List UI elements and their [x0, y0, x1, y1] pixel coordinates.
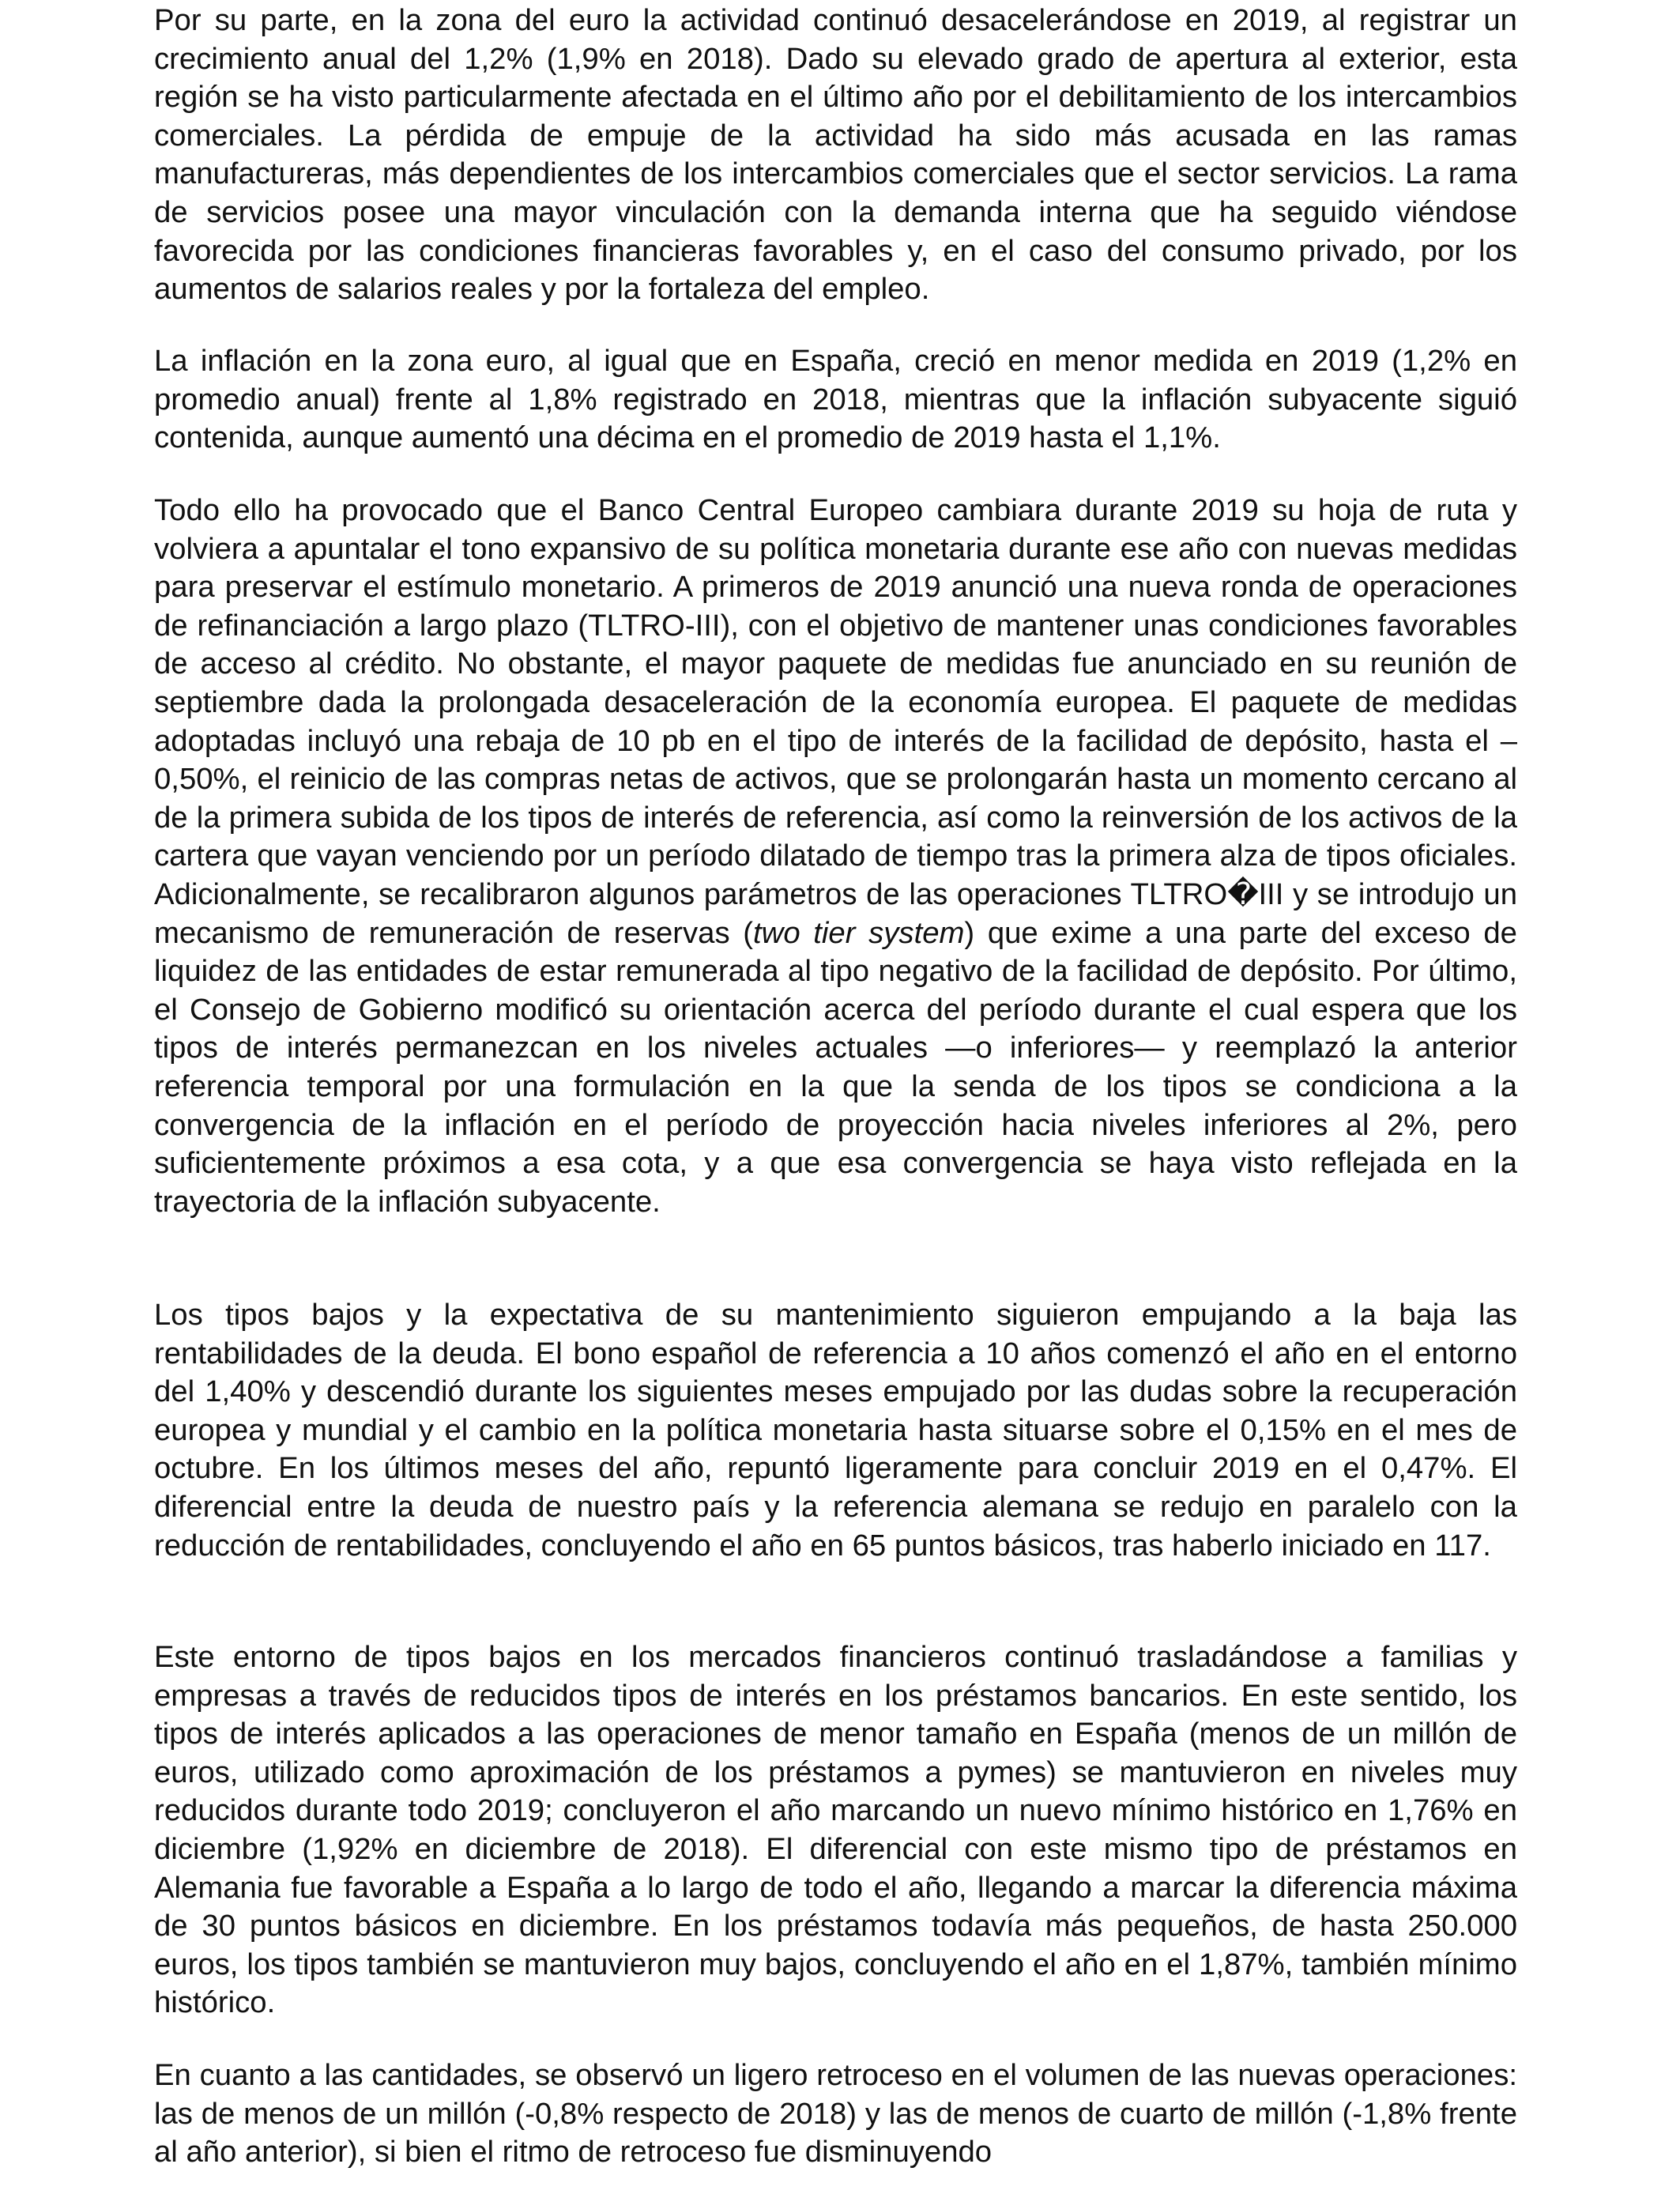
paragraph-ecb-text-before: Todo ello ha provocado que el Banco Central Europeo cambiara durante 2019 su hoja de ruta y volviera a apuntalar el tono expansivo de su política monetaria durante ese año con nuevas medidas para preservar el estímulo monetario. A primeros de 2019 anunció una nueva ronda de operaciones de refinanciación a largo plazo (TLTRO-III), con el objetivo de mantener unas condiciones favorables de acceso al crédito. No obstante, el mayor paquete de medidas fue anunciado en su reunión de septiembre dada la prolongada desaceleración de la economía europea. El paquete de medidas adoptadas incluyó una rebaja de 10 pb en el tipo de interés de la facilidad de depósito, hasta el –0,50%, el reinicio de las compras netas de activos, que se prolongarán hasta un momento cercano al de la primera subida de los tipos de interés de referencia, así como la reinversión de los activos de la cartera que vayan venciendo por un período dilatado de tiempo tras la primera alza de tipos oficiales. Adicionalmente, se recalibraron algunos parámetros de las operaciones TLTRO⁠�III y se introdujo un mecanismo de remuneración de reservas (	[154, 493, 1517, 950]
paragraph-loan-volumes: En cuanto a las cantidades, se observó un ligero retroceso en el volumen de las nuevas operaciones: las de menos de un millón (-0,8% respecto de 2018) y las de menos de cuarto de millón (-1,8% frente al año anterior), si bien el ritmo de retroceso fue disminuyendo	[154, 2058, 1517, 2169]
paragraph-ecb-italic	[753, 916, 964, 950]
paragraph-bank-loan-rates: Este entorno de tipos bajos en los mercados financieros continuó trasladándose a familias y empresas a través de reducidos tipos de interés en los préstamos bancarios. En este sentido, los tipos de interés aplicados a las operaciones de menor tamaño en España (menos de un millón de euros, utilizado como aproximación de los préstamos a pymes) se mantuvieron en niveles muy reducidos durante todo 2019; concluyeron el año marcando un nuevo mínimo histórico en 1,76% en diciembre (1,92% en diciembre de 2018). El diferencial con este mismo tipo de préstamos en Alemania fue favorable a España a lo largo de todo el año, llegando a marcar la diferencia máxima de 30 puntos básicos en diciembre. En los préstamos todavía más pequeños, de hasta 250.000 euros, los tipos también se mantuvieron muy bajos, concluyendo el año en el 1,87%, también mínimo histórico.	[154, 1640, 1517, 2020]
document-page	[154, 0, 1517, 2194]
paragraph-inflation: La inflación en la zona euro, al igual que en España, creció en menor medida en 2019 (1,2% en promedio anual) frente al 1,8% registrado en 2018, mientras que la inflación subyacente siguió contenida, aunque aumentó una décima en el promedio de 2019 hasta el 1,1%.	[154, 344, 1517, 455]
paragraph-euro-zone-activity: Por su parte, en la zona del euro la actividad continuó desacelerándose en 2019, al registrar un crecimiento anual del 1,2% (1,9% en 2018). Dado su elevado grado de apertura al exterior, esta región se ha visto particularmente afectada en el último año por el debilitamiento de los intercambios comerciales. La pérdida de empuje de la actividad ha sido más acusada en las ramas manufactureras, más dependientes de los intercambios comerciales que el sector servicios. La rama de servicios posee una mayor vinculación con la demanda interna que ha seguido viéndose favorecida por las condiciones financieras favorables y, en el caso del consumo privado, por los aumentos de salarios reales y por la fortaleza del empleo.	[154, 3, 1517, 307]
italic-term-two-tier-system: two tier system	[753, 915, 965, 950]
paragraph-debt-yields: Los tipos bajos y la expectativa de su mantenimiento siguieron empujando a la baja las rentabilidades de la deuda. El bono español de referencia a 10 años comenzó el año en el entorno del 1,40% y descendió durante los siguientes meses empujado por las dudas sobre la recuperación europea y mundial y el cambio en la política monetaria hasta situarse sobre el 0,15% en el mes de octubre. En los últimos meses del año, repuntó ligeramente para concluir 2019 en el 0,47%. El diferencial entre la deuda de nuestro país y la referencia alemana se redujo en paralelo con la reducción de rentabilidades, concluyendo el año en 65 puntos básicos, tras haberlo iniciado en 117.	[154, 1298, 1517, 1563]
paragraph-ecb-text-after: ) que exime a una parte del exceso de liquidez de las entidades de estar remunerada al tipo negativo de la facilidad de depósito. Por último, el Consejo de Gobierno modificó su orientación acerca del período durante el cual espera que los tipos de interés permanezcan en los niveles actuales —o inferiores— y reemplazó la anterior referencia temporal por una formulación en la que la senda de los tipos se condiciona a la convergencia de la inflación en el período de proyección hacia niveles inferiores al 2%, pero suficientemente próximos a esa cota, y a que esa convergencia se haya visto reflejada en la trayectoria de la inflación subyacente.	[154, 915, 1517, 1219]
paragraph-ecb-monetary-policy	[154, 492, 1517, 1221]
